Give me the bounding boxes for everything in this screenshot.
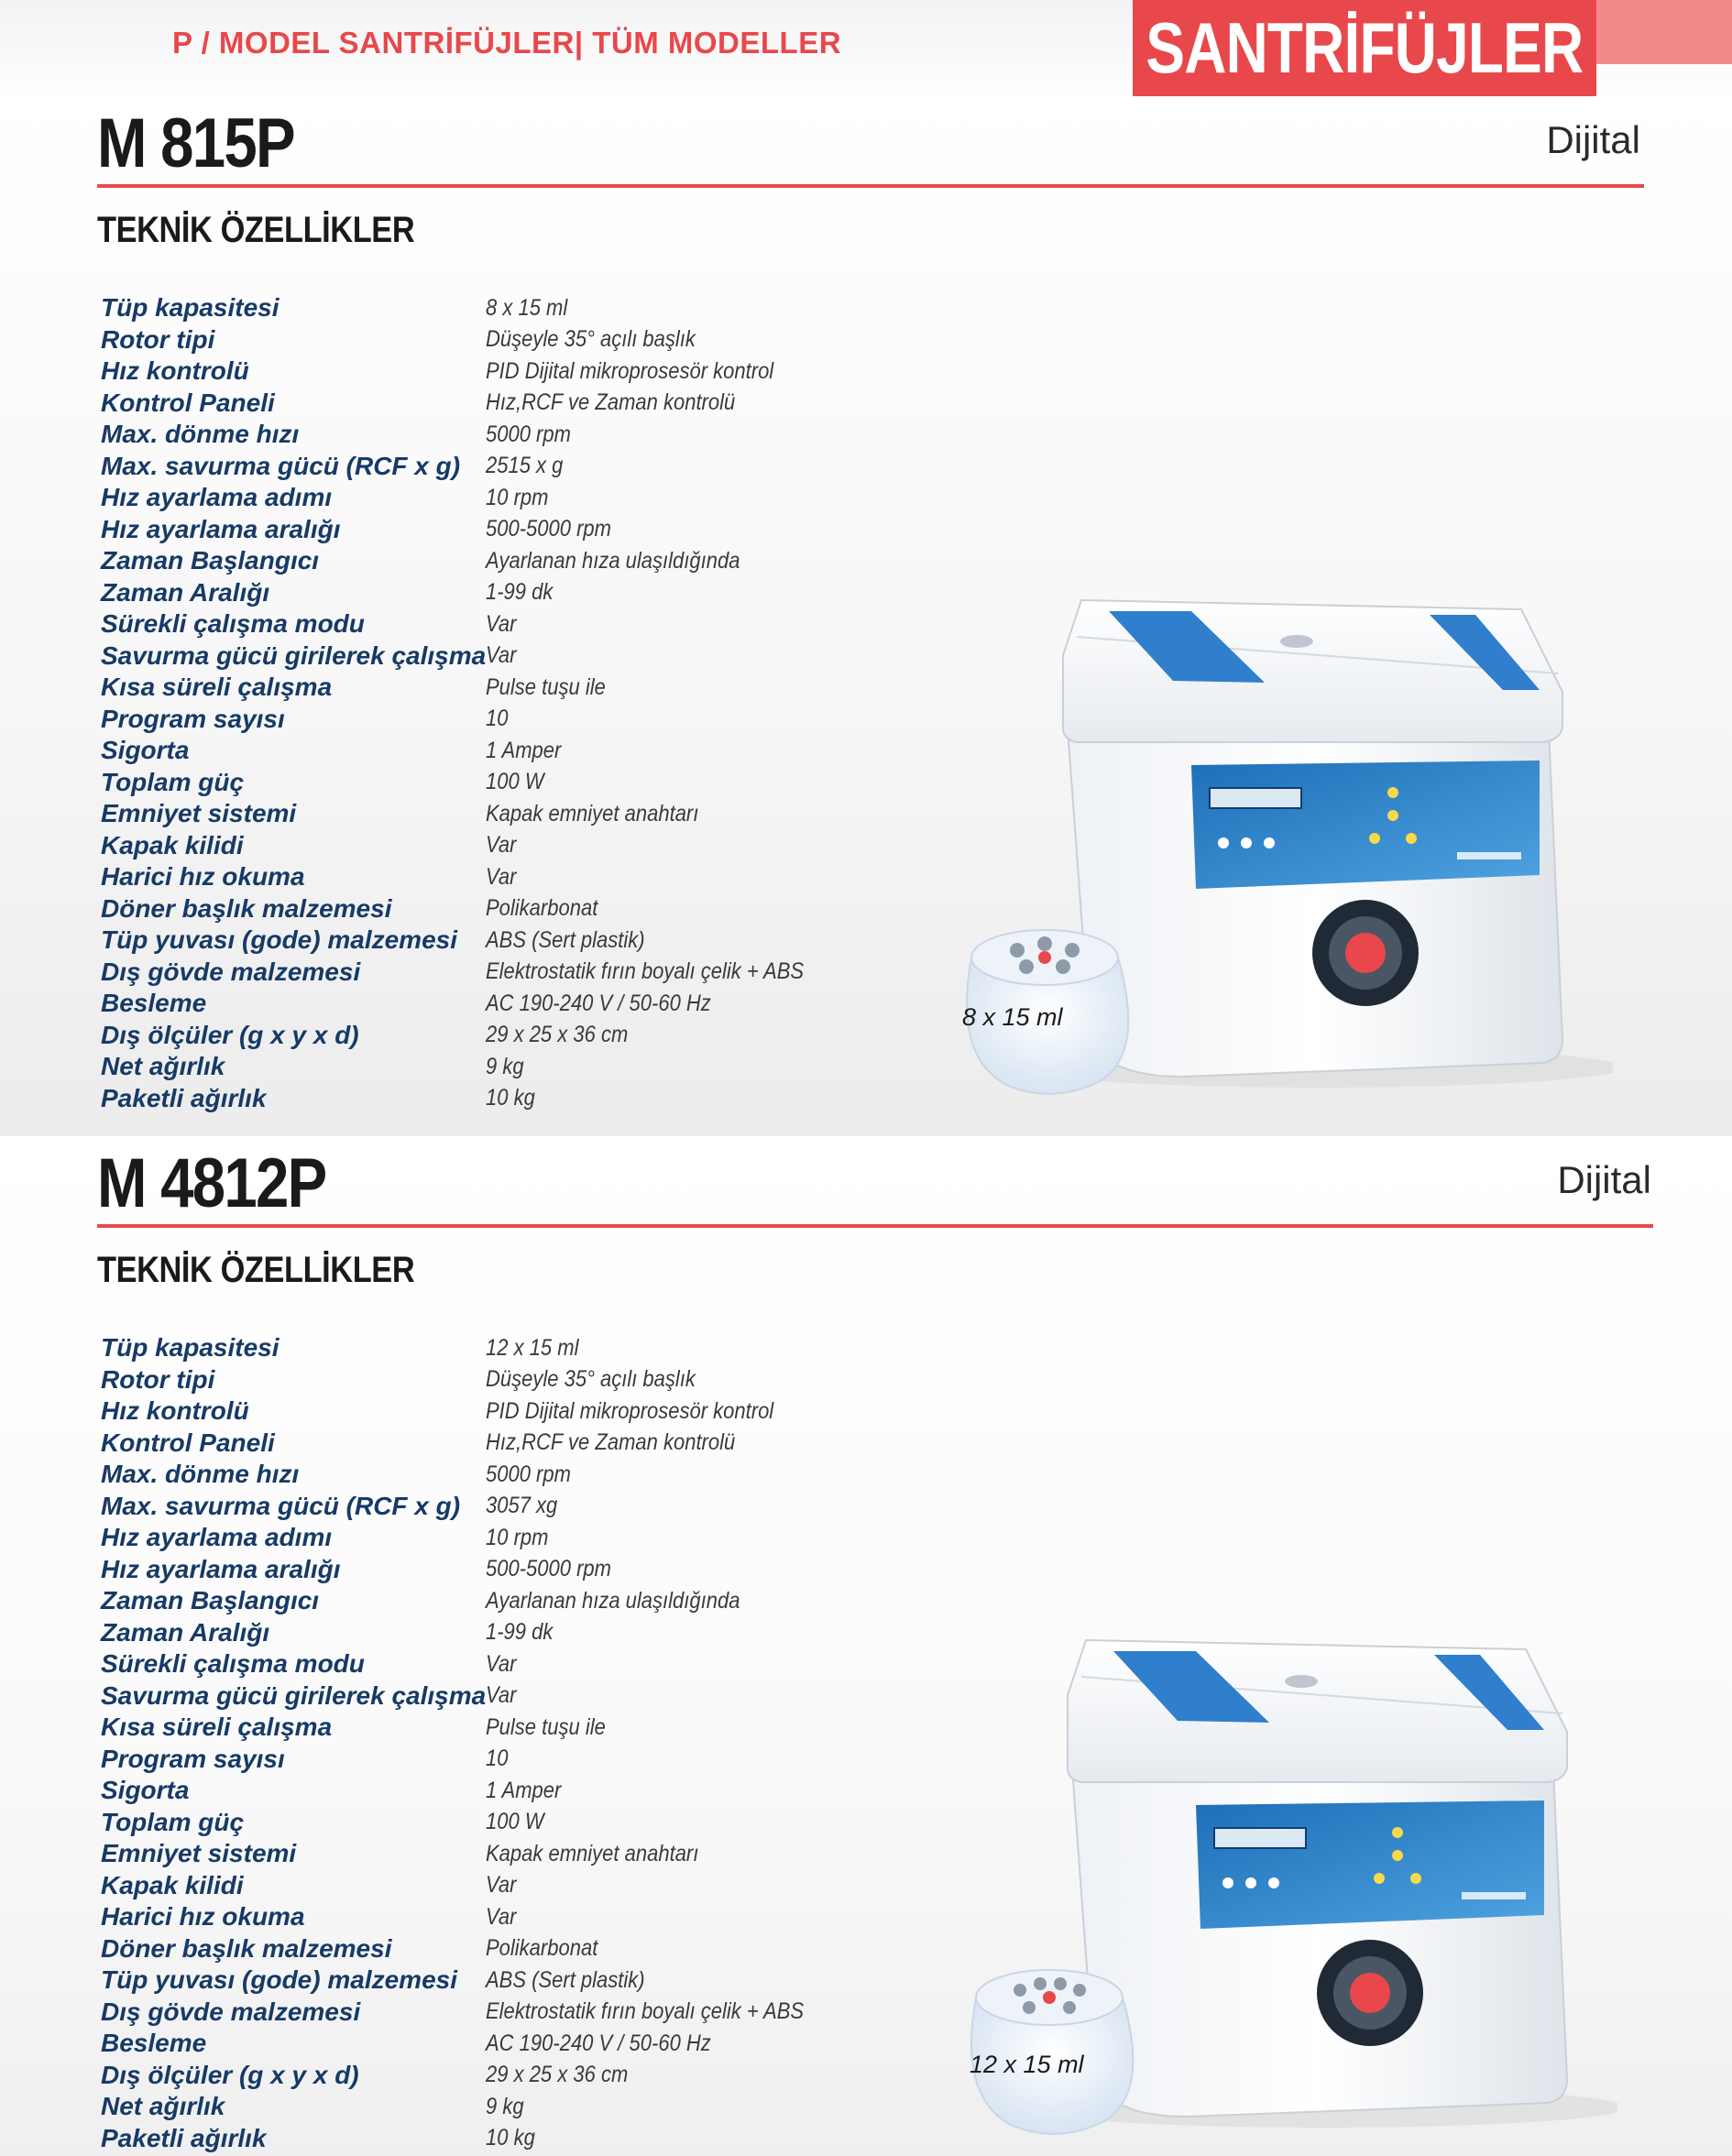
spec-value: 10 kg: [486, 1085, 535, 1111]
model-type-label: Dijital: [1546, 118, 1640, 161]
spec-value: PID Dijital mikroprosesör kontrol: [486, 357, 774, 384]
spec-label: Max. dönme hızı: [101, 1460, 300, 1489]
spec-row: [101, 2123, 847, 2155]
spec-label: Besleme: [101, 2029, 207, 2058]
spec-row: [101, 767, 847, 799]
spec-label: Program sayısı: [101, 704, 285, 733]
spec-label: Kontrol Paneli: [101, 388, 275, 417]
spec-label: Kapak kilidi: [101, 1870, 244, 1899]
spec-row: [101, 577, 847, 609]
model-type-label: Dijital: [1557, 1158, 1651, 1201]
spec-value: 500-5000 rpm: [486, 1556, 611, 1582]
spec-row: [101, 798, 847, 830]
spec-label: Dış ölçüler (g x y x d): [101, 2060, 359, 2089]
spec-row: [101, 1083, 847, 1115]
spec-value: Pulse tuşu ile: [486, 1713, 606, 1740]
image-caption: 8 x 15 ml: [962, 1003, 1063, 1031]
spec-label: Paketli ağırlık: [101, 1083, 267, 1112]
spec-value: 10: [486, 1746, 509, 1772]
spec-label: Hız kontrolü: [101, 356, 249, 386]
spec-label: Kısa süreli çalışma: [101, 1713, 333, 1742]
spec-label: Zaman Başlangıcı: [101, 1586, 320, 1615]
spec-value: 5000 rpm: [486, 421, 571, 447]
spec-value: Elektrostatik fırın boyalı çelik + ABS: [486, 1998, 805, 2025]
spec-row: [101, 1712, 847, 1744]
spec-label: Toplam güç: [101, 767, 245, 796]
spec-value: AC 190-240 V / 50-60 Hz: [486, 2030, 711, 2056]
spec-value: Hız,RCF ve Zaman kontrolü: [486, 1429, 736, 1456]
spec-row: [101, 1807, 847, 1839]
spec-row: [101, 545, 847, 577]
spec-row: [101, 704, 847, 736]
spec-value: Var: [486, 642, 517, 669]
spec-label: Dış gövde malzemesi: [101, 1997, 361, 2026]
spec-label: Döner başlık malzemesi: [101, 1933, 392, 1963]
spec-label: Zaman Başlangıcı: [101, 546, 320, 575]
spec-value: 9 kg: [486, 1053, 524, 1079]
spec-value: Var: [486, 863, 517, 890]
spec-label: Hız ayarlama adımı: [101, 483, 333, 512]
spec-row: [101, 1964, 847, 1997]
spec-label: Zaman Aralığı: [101, 1617, 270, 1647]
spec-label: Max. dönme hızı: [101, 420, 300, 449]
spec-value: 3057 xg: [486, 1493, 558, 1519]
spec-value: Var: [486, 610, 517, 637]
spec-row: [101, 451, 847, 483]
spec-value: 10 kg: [486, 2125, 535, 2151]
spec-label: Zaman Aralığı: [101, 577, 270, 607]
spec-heading: TEKNİK ÖZELLİKLER: [97, 1250, 415, 1290]
spec-label: Rotor tipi: [101, 324, 215, 354]
spec-label: Hız kontrolü: [101, 1396, 249, 1426]
spec-row: [101, 640, 847, 673]
spec-row: [101, 1428, 847, 1460]
breadcrumb[interactable]: P / MODEL SANTRİFÜJLER| TÜM MODELLER: [172, 26, 842, 60]
spec-table: [101, 1332, 847, 2154]
product-section-m815p: [0, 96, 1732, 1136]
spec-row: [101, 925, 847, 957]
spec-row: [101, 1051, 847, 1083]
spec-label: Sürekli çalışma modu: [101, 609, 365, 639]
spec-label: Sigorta: [101, 1776, 190, 1805]
spec-row: [101, 324, 847, 356]
spec-label: Emniyet sistemi: [101, 799, 297, 828]
spec-label: Emniyet sistemi: [101, 1839, 297, 1868]
model-title: M 815P: [97, 104, 294, 182]
spec-value: Düşeyle 35° açılı başlık: [486, 326, 696, 353]
spec-row: [101, 419, 847, 451]
spec-value: 1 Amper: [486, 1777, 562, 1803]
image-caption: 12 x 15 ml: [970, 2051, 1084, 2078]
spec-value: Düşeyle 35° açılı başlık: [486, 1366, 696, 1393]
spec-row: [101, 356, 847, 388]
title-divider: [97, 1224, 1653, 1228]
spec-table: [101, 292, 847, 1114]
category-banner-label: SANTRİFÜJLER: [1146, 7, 1584, 88]
spec-label: Toplam güç: [101, 1807, 245, 1836]
spec-label: Tüp yuvası (gode) malzemesi: [101, 1965, 457, 1995]
spec-label: Besleme: [101, 989, 207, 1018]
spec-label: Dış ölçüler (g x y x d): [101, 1020, 359, 1049]
spec-value: Var: [486, 1682, 517, 1709]
spec-row: [101, 1933, 847, 1965]
spec-value: 12 x 15 ml: [486, 1334, 579, 1361]
spec-value: Polikarbonat: [486, 1935, 598, 1962]
spec-label: Tüp yuvası (gode) malzemesi: [101, 925, 457, 955]
spec-row: [101, 1020, 847, 1052]
spec-value: 2515 x g: [486, 453, 564, 479]
spec-label: Kapak kilidi: [101, 830, 244, 859]
spec-label: Max. savurma gücü (RCF x g): [101, 451, 461, 480]
spec-label: Program sayısı: [101, 1744, 285, 1773]
spec-label: Net ağırlık: [101, 1052, 225, 1081]
spec-heading: TEKNİK ÖZELLİKLER: [97, 210, 415, 250]
spec-row: [101, 1997, 847, 2029]
spec-label: Hız ayarlama aralığı: [101, 514, 341, 543]
spec-label: Tüp kapasitesi: [101, 293, 280, 323]
spec-row: [101, 388, 847, 420]
spec-label: Harici hız okuma: [101, 862, 305, 892]
spec-value: 500-5000 rpm: [486, 516, 611, 542]
spec-label: Max. savurma gücü (RCF x g): [101, 1491, 461, 1520]
spec-row: [101, 1459, 847, 1491]
spec-row: [101, 2060, 847, 2092]
spec-label: Kısa süreli çalışma: [101, 673, 333, 702]
centrifuge-product-image: [880, 527, 1613, 1136]
spec-value: 29 x 25 x 36 cm: [486, 1022, 629, 1048]
spec-row: [101, 1680, 847, 1713]
spec-label: Harici hız okuma: [101, 1902, 305, 1932]
spec-label: Paketli ağırlık: [101, 2123, 267, 2152]
spec-row: [101, 672, 847, 704]
spec-row: [101, 1554, 847, 1586]
spec-row: [101, 735, 847, 767]
spec-value: PID Dijital mikroprosesör kontrol: [486, 1397, 774, 1424]
spec-row: [101, 1838, 847, 1870]
spec-value: 8 x 15 ml: [486, 294, 568, 321]
spec-row: [101, 1901, 847, 1933]
spec-value: AC 190-240 V / 50-60 Hz: [486, 990, 711, 1016]
spec-value: 10 rpm: [486, 484, 549, 510]
spec-row: [101, 2091, 847, 2123]
spec-label: Döner başlık malzemesi: [101, 893, 392, 923]
spec-row: [101, 830, 847, 862]
spec-label: Tüp kapasitesi: [101, 1333, 280, 1363]
spec-row: [101, 861, 847, 893]
spec-value: Var: [486, 1903, 517, 1930]
spec-value: Pulse tuşu ile: [486, 673, 606, 700]
spec-value: Var: [486, 832, 517, 859]
spec-label: Net ağırlık: [101, 2092, 225, 2121]
spec-row: [101, 1364, 847, 1396]
spec-value: 10: [486, 706, 509, 732]
spec-row: [101, 1744, 847, 1776]
spec-row: [101, 514, 847, 546]
spec-row: [101, 1870, 847, 1902]
spec-value: Var: [486, 1872, 517, 1899]
spec-value: 29 x 25 x 36 cm: [486, 2062, 629, 2088]
spec-row: [101, 2028, 847, 2060]
spec-label: Sigorta: [101, 736, 190, 765]
spec-value: Kapak emniyet anahtarı: [486, 800, 699, 826]
spec-value: 5000 rpm: [486, 1461, 571, 1487]
spec-row: [101, 988, 847, 1020]
spec-value: Kapak emniyet anahtarı: [486, 1840, 699, 1866]
spec-value: 1-99 dk: [486, 1619, 554, 1646]
category-banner: [1133, 0, 1596, 96]
title-divider: [97, 184, 1644, 188]
spec-value: 9 kg: [486, 2093, 524, 2119]
spec-value: 1-99 dk: [486, 579, 554, 606]
spec-row: [101, 1617, 847, 1649]
spec-row: [101, 608, 847, 640]
spec-row: [101, 1522, 847, 1554]
spec-row: [101, 1395, 847, 1428]
spec-row: [101, 1332, 847, 1364]
spec-row: [101, 1585, 847, 1617]
spec-value: 100 W: [486, 769, 544, 795]
spec-value: Elektrostatik fırın boyalı çelik + ABS: [486, 958, 805, 985]
spec-label: Rotor tipi: [101, 1364, 215, 1394]
spec-row: [101, 957, 847, 989]
model-title: M 4812P: [97, 1144, 326, 1222]
spec-row: [101, 1491, 847, 1523]
spec-row: [101, 482, 847, 514]
spec-row: [101, 1648, 847, 1680]
spec-value: Polikarbonat: [486, 895, 598, 922]
spec-label: Dış gövde malzemesi: [101, 957, 361, 986]
spec-value: 1 Amper: [486, 737, 562, 763]
spec-value: ABS (Sert plastik): [486, 1966, 645, 1993]
spec-value: Ayarlanan hıza ulaşıldığında: [486, 547, 740, 574]
spec-value: Ayarlanan hıza ulaşıldığında: [486, 1587, 740, 1614]
spec-label: Hız ayarlama aralığı: [101, 1554, 341, 1583]
spec-value: Hız,RCF ve Zaman kontrolü: [486, 389, 736, 416]
spec-row: [101, 1775, 847, 1807]
spec-label: Savurma gücü girilerek çalışma: [101, 640, 487, 670]
spec-row: [101, 292, 847, 324]
spec-label: Savurma gücü girilerek çalışma: [101, 1680, 487, 1710]
spec-value: ABS (Sert plastik): [486, 926, 645, 953]
spec-value: Var: [486, 1650, 517, 1677]
spec-label: Hız ayarlama adımı: [101, 1523, 333, 1552]
spec-row: [101, 893, 847, 925]
spec-value: 10 rpm: [486, 1524, 549, 1550]
spec-value: 100 W: [486, 1809, 544, 1835]
product-section-m4812p: [0, 1136, 1732, 2156]
spec-label: Sürekli çalışma modu: [101, 1649, 365, 1679]
spec-label: Kontrol Paneli: [101, 1428, 275, 1457]
